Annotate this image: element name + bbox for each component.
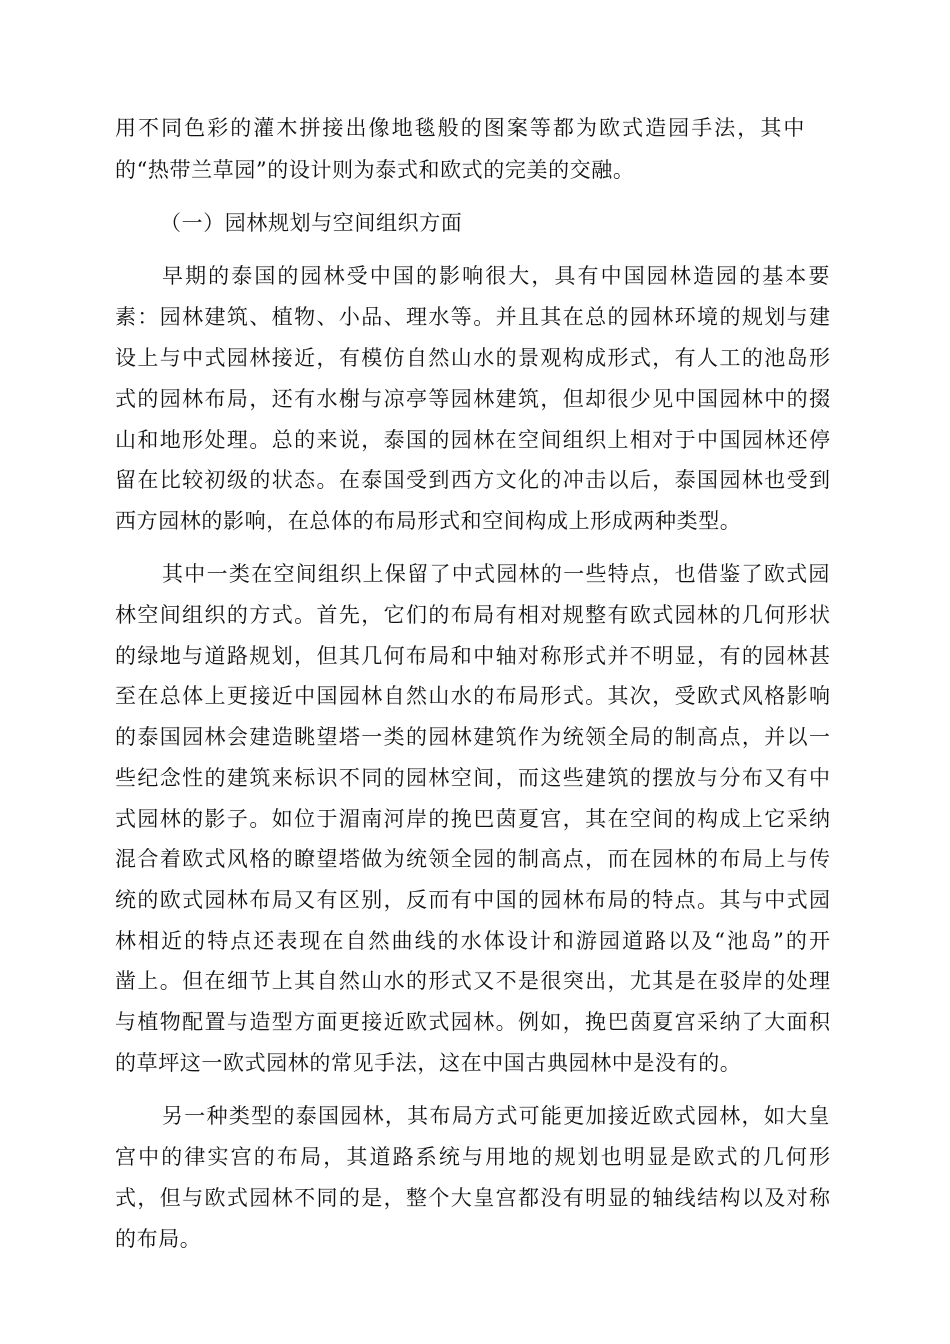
paragraph-line: 林相近的特点还表现在自然曲线的水体设计和游园道路以及“池岛”的开 bbox=[115, 929, 830, 953]
paragraph-line: 至在总体上更接近中国园林自然山水的布局形式。其次，受欧式风格影响 bbox=[115, 684, 830, 708]
paragraph-line: 的“热带兰草园”的设计则为泰式和欧式的完美的交融。 bbox=[115, 158, 635, 182]
paragraph-line: 的草坪这一欧式园林的常见手法，这在中国古典园林中是没有的。 bbox=[115, 1051, 742, 1075]
paragraph-line: 混合着欧式风格的瞭望塔做为统领全园的制高点，而在园林的布局上与传 bbox=[115, 847, 830, 871]
paragraph-line: 另一种类型的泰国园林，其布局方式可能更加接近欧式园林，如大皇 bbox=[162, 1104, 830, 1128]
paragraph-line: 林空间组织的方式。首先，它们的布局有相对规整有欧式园林的几何形状 bbox=[115, 603, 830, 627]
paragraph-line: 山和地形处理。总的来说，泰国的园林在空间组织上相对于中国园林还停 bbox=[115, 428, 830, 452]
paragraph-line: 些纪念性的建筑来标识不同的园林空间，而这些建筑的摆放与分布又有中 bbox=[115, 766, 830, 790]
section-heading: （一）园林规划与空间组织方面 bbox=[160, 211, 463, 235]
paragraph-line: 凿上。但在细节上其自然山水的形式又不是很突出，尤其是在驳岸的处理 bbox=[115, 969, 830, 993]
paragraph-line: 的绿地与道路规划，但其几何布局和中轴对称形式并不明显，有的园林甚 bbox=[115, 644, 830, 668]
paragraph-line: 素：园林建筑、植物、小品、理水等。并且其在总的园林环境的规划与建 bbox=[115, 305, 830, 329]
paragraph-line: 宫中的律实宫的布局，其道路系统与用地的规划也明显是欧式的几何形 bbox=[115, 1145, 830, 1169]
paragraph-line: 与植物配置与造型方面更接近欧式园林。例如，挽巴茵夏宫采纳了大面积 bbox=[115, 1010, 830, 1034]
paragraph-line: 留在比较初级的状态。在泰国受到西方文化的冲击以后，泰国园林也受到 bbox=[115, 468, 830, 492]
paragraph-line: 式的园林布局，还有水榭与凉亭等园林建筑，但却很少见中国园林中的掇 bbox=[115, 387, 830, 411]
paragraph-line: 的布局。 bbox=[115, 1227, 202, 1251]
paragraph-line: 的泰国园林会建造眺望塔一类的园林建筑作为统领全局的制高点，并以一 bbox=[115, 725, 830, 749]
paragraph-line: 式，但与欧式园林不同的是，整个大皇宫都没有明显的轴线结构以及对称 bbox=[115, 1186, 830, 1210]
paragraph-line: 其中一类在空间组织上保留了中式园林的一些特点，也借鉴了欧式园 bbox=[162, 562, 830, 586]
paragraph-line: 用不同色彩的灌木拼接出像地毯般的图案等都为欧式造园手法，其中 bbox=[115, 116, 805, 140]
paragraph-line: 统的欧式园林布局又有区别，反而有中国的园林布局的特点。其与中式园 bbox=[115, 888, 830, 912]
paragraph-line: 设上与中式园林接近，有模仿自然山水的景观构成形式，有人工的池岛形 bbox=[115, 346, 830, 370]
paragraph-line: 式园林的影子。如位于湄南河岸的挽巴茵夏宫，其在空间的构成上它采纳 bbox=[115, 807, 830, 831]
paragraph-line: 早期的泰国的园林受中国的影响很大，具有中国园林造园的基本要 bbox=[162, 264, 830, 288]
paragraph-line: 西方园林的影响，在总体的布局形式和空间构成上形成两种类型。 bbox=[115, 509, 742, 533]
